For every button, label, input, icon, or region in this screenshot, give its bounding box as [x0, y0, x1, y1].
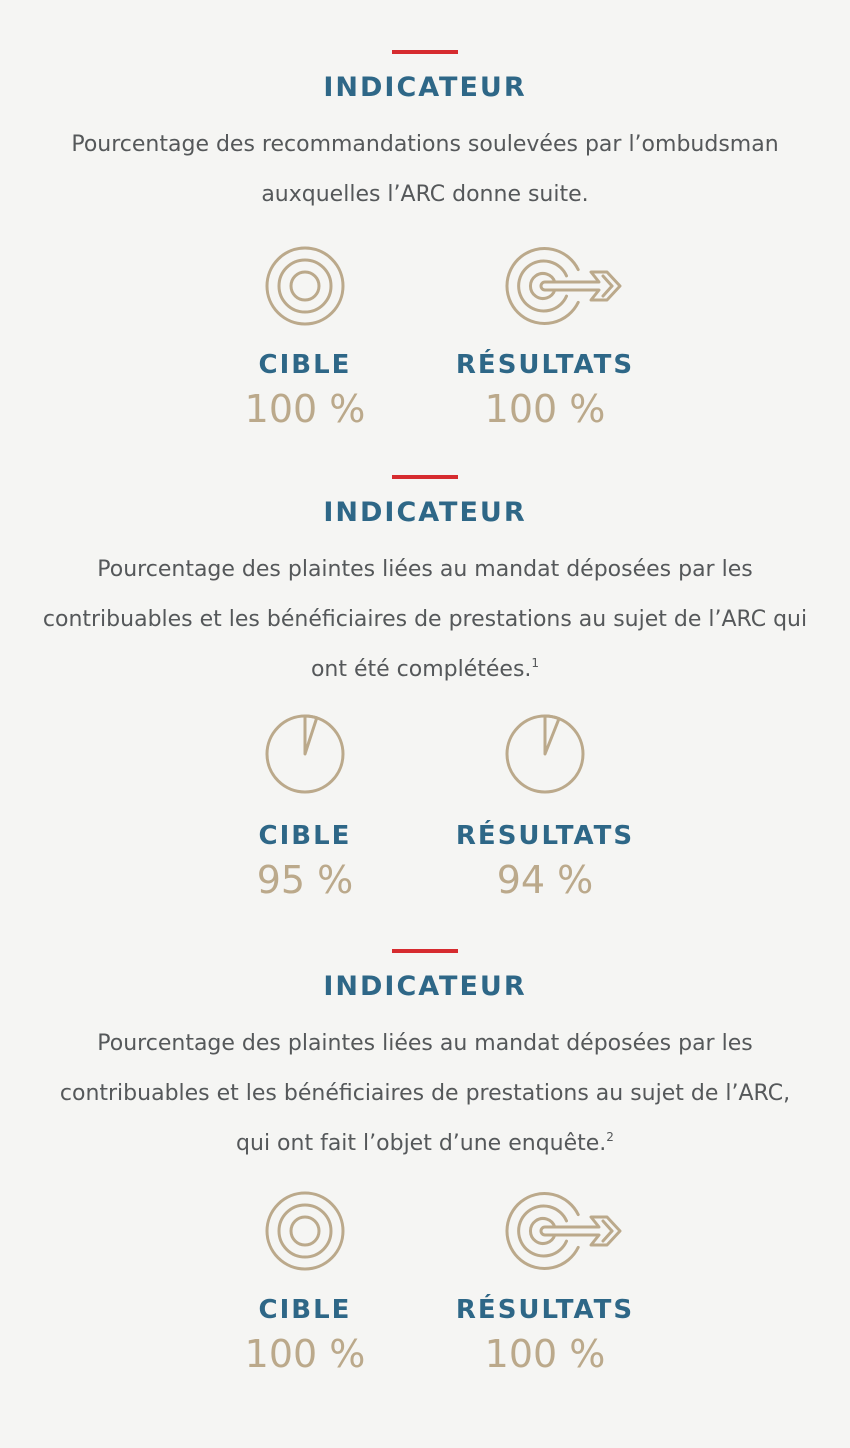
- concentric-target-icon: [264, 1190, 346, 1272]
- target-value: 100 %: [244, 387, 366, 431]
- target-with-arrow-icon: [505, 1190, 629, 1272]
- pie-94-percent-icon: [504, 713, 586, 795]
- indicator-description: [40, 1019, 810, 1169]
- indicator-section-1: [0, 50, 850, 450]
- target-metric: [195, 245, 415, 445]
- description-text: Pourcentage des recommandations soulevées par l’ombudsman auxquelles l’ARC donne suite.: [71, 132, 779, 207]
- footnote-marker: 1: [531, 656, 540, 670]
- indicator-heading: INDICATEUR: [323, 971, 527, 1002]
- result-metric: [435, 1190, 655, 1390]
- target-value: 100 %: [244, 1332, 366, 1376]
- result-metric: [435, 245, 655, 445]
- result-label: RÉSULTATS: [455, 1295, 635, 1325]
- result-label: RÉSULTATS: [455, 350, 635, 380]
- indicator-heading: INDICATEUR: [323, 497, 527, 528]
- target-with-arrow-icon: [505, 245, 629, 327]
- concentric-target-icon: [264, 245, 346, 327]
- accent-rule: [392, 949, 458, 953]
- target-metric: [195, 1190, 415, 1390]
- indicator-section-3: [0, 949, 850, 1389]
- indicator-heading: INDICATEUR: [323, 72, 527, 103]
- footnote-marker: 2: [606, 1130, 614, 1144]
- result-value: 100 %: [484, 1332, 606, 1376]
- result-label: RÉSULTATS: [455, 821, 635, 851]
- indicator-section-2: [0, 475, 850, 915]
- target-label: CIBLE: [258, 1295, 352, 1325]
- target-label: CIBLE: [258, 350, 352, 380]
- result-value: 100 %: [484, 387, 606, 431]
- target-metric: [195, 713, 415, 913]
- target-label: CIBLE: [258, 821, 352, 851]
- result-metric: [435, 713, 655, 913]
- indicator-description: [20, 120, 830, 220]
- accent-rule: [392, 475, 458, 479]
- accent-rule: [392, 50, 458, 54]
- description-text: Pourcentage des plaintes liées au mandat déposées par les contribuables et les bénéficiaires de prestations au sujet de l’ARC, qui ont fait l’objet d’une enquête.: [59, 1031, 791, 1156]
- target-value: 95 %: [256, 858, 354, 902]
- pie-95-percent-icon: [264, 713, 346, 795]
- indicator-description: [40, 545, 810, 695]
- description-text: Pourcentage des plaintes liées au mandat déposées par les contribuables et les bénéficiaires de prestations au sujet de l’ARC qui ont été complétées.: [42, 557, 808, 682]
- result-value: 94 %: [496, 858, 594, 902]
